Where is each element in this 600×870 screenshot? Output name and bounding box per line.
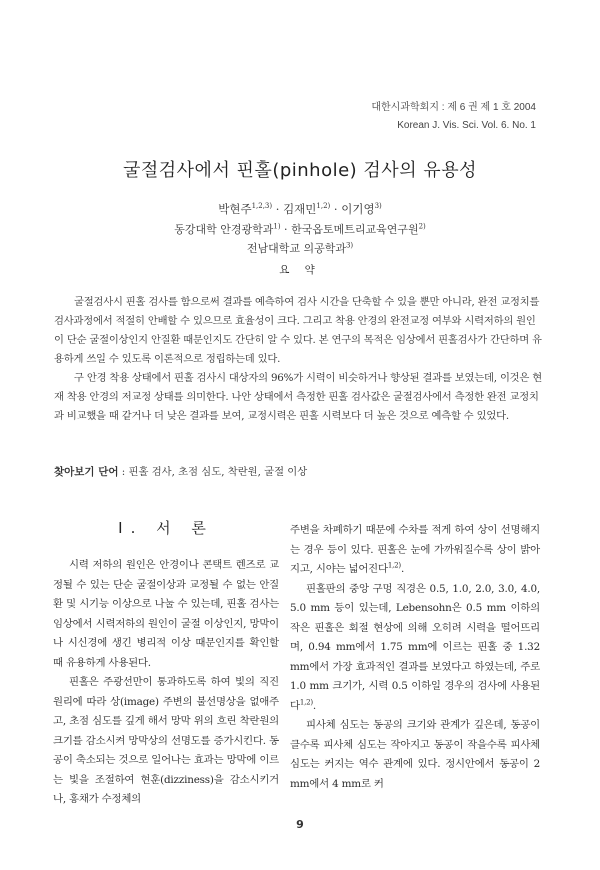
citation-mark: 1,2) bbox=[387, 561, 401, 570]
affiliation: 전남대학교 의공학과 bbox=[246, 242, 346, 255]
paper-title: 굴절검사에서 핀홀(pinhole) 검사의 유용성 bbox=[123, 160, 477, 181]
keywords-label: 찾아보기 단어 bbox=[54, 466, 119, 478]
section-heading: I. 서 론 bbox=[118, 519, 214, 537]
author-separator: · bbox=[330, 202, 342, 216]
keywords-value: : 핀홀 검사, 초점 심도, 착란원, 굴절 이상 bbox=[118, 466, 308, 478]
body-paragraph: 피사체 심도는 동공의 크기와 관계가 깊은데, 동공이 클수록 피사체 심도는 작아지고 동공이 작을수록 피사체 심도는 커지는 역수 관계에 있다. 정시안에서 동공이 2 mm에서 4 mm로 커 bbox=[290, 719, 540, 790]
body-paragraph bbox=[290, 521, 540, 580]
body-left-column bbox=[53, 556, 279, 810]
abstract-paragraph: 구 안경 착용 상태에서 핀홀 검사시 대상자의 96%가 시력이 비슷하거나 향상된 결과를 보였는데, 이것은 현재 착용 안경의 저교정 상태를 의미한다. 나안 상태에서 측정한 핀홀 검사값은 굴절검사에서 측정한 완전 교정치과 비교했을 때 같거나 더 낮은 결과를 보여, 교정시력은 핀홀 시력보다 더 높은 것으로 예측할 수 있었다. bbox=[54, 372, 542, 422]
abstract-paragraph: 굴절검사시 핀홀 검사를 함으로써 결과를 예측하여 검사 시간을 단축할 수 있을 뿐만 아니라, 완전 교정치를 검사과정에서 적절히 안배할 수 있으므로 효율성이 크다. 그리고 착용 안경의 완전교정 여부와 시력저하의 원인이 단순 굴절이상인지 안질환 때문인지도 간단히 알 수 있다. 본 연구의 목적은 임상에서 핀홀검사가 간단하며 유용하게 쓰일 수 있도록 이론적으로 정립하는데 있다. bbox=[54, 296, 542, 365]
citation-mark: 1,2) bbox=[299, 698, 313, 707]
affiliation-line bbox=[0, 240, 600, 256]
keywords bbox=[54, 463, 307, 479]
author-name: 박현주 bbox=[218, 202, 252, 216]
affiliation-separator: · bbox=[280, 223, 292, 236]
affiliation-mark: 2) bbox=[418, 222, 426, 231]
author-separator: · bbox=[272, 202, 284, 216]
author-affiliation-mark: 3) bbox=[374, 202, 382, 211]
body-paragraph-end: . bbox=[400, 563, 405, 575]
affiliation-line bbox=[0, 221, 600, 237]
affiliation: 한국옵토메트리교육연구원 bbox=[291, 223, 419, 236]
body-paragraph: 핀홀은 주광선만이 통과하도록 하여 빛의 직진 원리에 따라 상(image) 주변의 불선명상을 없애주고, 초점 심도를 깊게 해서 망막 위의 흐린 착란원의 크기를 감소시켜 망막상의 선명도를 증가시킨다. 동공이 축소되는 것으로 일어나는 효과는 망막에 이르는 빛을 조절하여 현훈(dizziness)을 감소시키거나, 홍채가 수정체의 bbox=[53, 676, 279, 805]
journal-citation-korean: 대한시과학회지 : 제 6 권 제 1 호 2004 bbox=[371, 102, 536, 113]
affiliation: 동강대학 안경광학과 bbox=[174, 223, 274, 236]
affiliation-mark: 3) bbox=[345, 241, 354, 250]
body-paragraph-text: 주변을 차폐하기 때문에 수차를 적게 하여 상이 선명해지는 경우 등이 있다. 핀홀은 눈에 가까워질수록 상이 밝아지고, 시야는 넓어진다 bbox=[290, 524, 540, 575]
author-affiliation-mark: 1,2) bbox=[316, 202, 331, 211]
body-right-column bbox=[290, 521, 540, 794]
author-affiliation-mark: 1,2,3) bbox=[251, 202, 273, 211]
journal-citation-english: Korean J. Vis. Sci. Vol. 6. No. 1 bbox=[397, 120, 536, 131]
affiliation-mark: 1) bbox=[273, 222, 281, 231]
body-paragraph-text: 핀홀판의 중앙 구멍 직경은 0.5, 1.0, 2.0, 3.0, 4.0, 5.0 mm 등이 있는데, Lebensohn은 0.5 mm 이하의 작은 핀홀은 회절 현상에 의해 오히려 시력을 떨어뜨리며, 0.94 mm에서 1.75 mm에 이르는 핀홀 중 1.32 mm에서 가장 효과적인 결과를 보였다고 하였는데, 주로 1.0 mm 크기가, 시력 0.5 이하일 경우의 검사에 사용된다 bbox=[290, 582, 540, 712]
body-paragraph: 시력 저하의 원인은 안경이나 콘택트 렌즈로 교정될 수 있는 단순 굴절이상과 교정될 수 없는 안질환 및 시기능 이상으로 나눌 수 있는데, 핀홀 검사는 임상에서 시력저하의 원인이 굴절 이상인지, 망막이나 시신경에 생긴 병리적 이상 때문인지를 확인할 때 유용하게 사용된다. bbox=[53, 559, 279, 669]
journal-citation bbox=[371, 101, 536, 133]
author-name: 이기영 bbox=[341, 202, 375, 216]
author-name: 김재민 bbox=[283, 202, 317, 216]
abstract-body bbox=[54, 293, 544, 426]
author-list bbox=[0, 201, 600, 217]
body-paragraph bbox=[290, 580, 540, 717]
abstract-heading: 요 약 bbox=[279, 264, 321, 276]
body-paragraph-end: . bbox=[312, 699, 317, 712]
page-number: 9 bbox=[296, 818, 304, 831]
